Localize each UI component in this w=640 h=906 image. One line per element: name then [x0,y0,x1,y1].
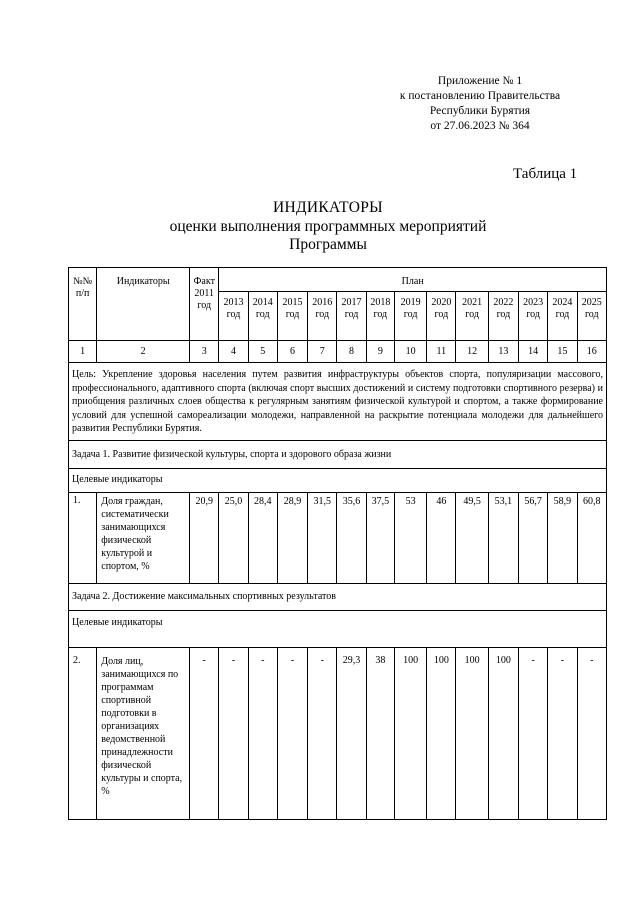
value-cell: 60,8 [577,493,606,584]
header-year [548,292,577,341]
year-label: 2013 [223,297,244,308]
appendix-line: Республики Бурятия [429,105,531,117]
year-label: 2022 [493,297,514,308]
column-number: 13 [488,341,518,363]
header-year [337,292,366,341]
value-cell: 28,9 [277,493,307,584]
row-number: 2. [69,648,97,820]
header-indicators-label: Индикаторы [116,276,170,287]
header-year [427,292,456,341]
document-title: ИНДИКАТОРЫ [273,199,383,216]
value-cell: 53 [394,493,426,584]
appendix-note [380,74,580,134]
indicator-name: Доля лиц, занимающихся по программам спортивной подготовки в организациях ведомственной принадлежности физической культуры и спорта, % [97,648,190,820]
appendix-line: Приложение № 1 [437,75,523,87]
value-cell: 49,5 [456,493,488,584]
column-number: 16 [577,341,606,363]
year-label: 2017 [341,297,362,308]
year-unit: год [555,309,570,320]
task-2-heading: Задача 2. Достижение максимальных спортивных результатов [69,584,607,611]
target-indicators-heading: Целевые индикаторы [69,469,607,493]
column-number: 5 [248,341,277,363]
value-cell: - [219,648,248,820]
column-number: 10 [394,341,426,363]
appendix-line: к постановлению Правительства [399,90,561,102]
year-label: 2025 [581,297,602,308]
column-number: 11 [427,341,456,363]
column-number: 8 [337,341,366,363]
header-year [308,292,337,341]
header-plan-label: План [401,276,424,287]
value-cell: 100 [456,648,488,820]
year-unit: год [344,309,359,320]
year-unit: год [373,309,388,320]
year-unit: год [496,309,511,320]
year-label: 2019 [400,297,421,308]
row-number: 1. [69,493,97,584]
value-cell: 100 [488,648,518,820]
column-number: 1 [69,341,97,363]
header-year [456,292,488,341]
year-unit: год [255,309,270,320]
value-cell: - [577,648,606,820]
year-unit: год [465,309,479,320]
value-cell: 53,1 [488,493,518,584]
header-year [219,292,248,341]
year-label: 2020 [431,297,452,308]
header-num-label: №№ п/п [73,276,93,299]
value-cell: - [248,648,277,820]
column-number: 12 [456,341,488,363]
header-year [277,292,307,341]
year-label: 2023 [523,297,544,308]
column-number: 4 [219,341,248,363]
task-1-heading: Задача 1. Развитие физической культуры, спорта и здорового образа жизни [69,441,607,469]
indicators-table [68,267,607,820]
value-cell: 100 [427,648,456,820]
year-label: 2018 [370,297,391,308]
goal-text: Цель: Укрепление здоровья населения путем развития инфраструктуры объектов спорта, популяризации массового, профессионального, адаптивного спорта (включая спорт высших достижений и систему подготовки спортивного резерва) и приобщения различных слоев общества к регулярным занятиям физической культурой и спортом, а также формирование условий для успешной самореализации молодежи, направленной на раскрытие потенциала молодежи для дальнейшего развития Республики Бурятия. [69,363,607,441]
value-cell: - [190,648,219,820]
document-subtitle-2: Программы [289,236,367,253]
column-number: 7 [308,341,337,363]
value-cell: 58,9 [548,493,577,584]
year-unit: год [315,309,330,320]
value-cell: 25,0 [219,493,248,584]
column-number: 3 [190,341,219,363]
value-cell: 20,9 [190,493,219,584]
header-year [488,292,518,341]
value-cell: 56,7 [519,493,548,584]
value-cell: - [548,648,577,820]
year-unit: год [434,309,449,320]
header-num [69,268,97,341]
header-indicators [97,268,190,341]
year-label: 2014 [252,297,273,308]
year-label: 2015 [282,297,303,308]
appendix-date: от 27.06.2023 № 364 [430,120,530,132]
value-cell: 100 [394,648,426,820]
target-indicators-heading: Целевые индикаторы [69,611,607,648]
header-plan [219,268,607,292]
value-cell: - [308,648,337,820]
value-cell: 28,4 [248,493,277,584]
value-cell: 35,6 [337,493,366,584]
value-cell: - [519,648,548,820]
column-number: 6 [277,341,307,363]
column-number: 9 [366,341,394,363]
year-unit: год [403,309,418,320]
value-cell: 38 [366,648,394,820]
year-unit: год [285,309,300,320]
year-label: 2024 [552,297,573,308]
header-fact-label: Факт 2011 год [193,276,215,311]
column-number: 14 [519,341,548,363]
year-unit: год [584,309,599,320]
value-cell: 31,5 [308,493,337,584]
year-label: 2021 [462,297,483,308]
header-year [519,292,548,341]
value-cell: - [277,648,307,820]
header-year [394,292,426,341]
column-number: 15 [548,341,577,363]
value-cell: 46 [427,493,456,584]
indicator-name: Доля граждан, систематически занимающихся физической культурой и спортом, % [97,493,190,584]
header-fact [190,268,219,341]
value-cell: 37,5 [366,493,394,584]
year-unit: год [526,309,540,320]
year-label: 2016 [312,297,333,308]
table-label: Таблица 1 [513,166,578,182]
value-cell: 29,3 [337,648,366,820]
header-year [577,292,606,341]
column-number: 2 [97,341,190,363]
header-year [248,292,277,341]
document-subtitle: оценки выполнения программных мероприятий [169,218,487,235]
year-unit: год [226,309,241,320]
header-year [366,292,394,341]
